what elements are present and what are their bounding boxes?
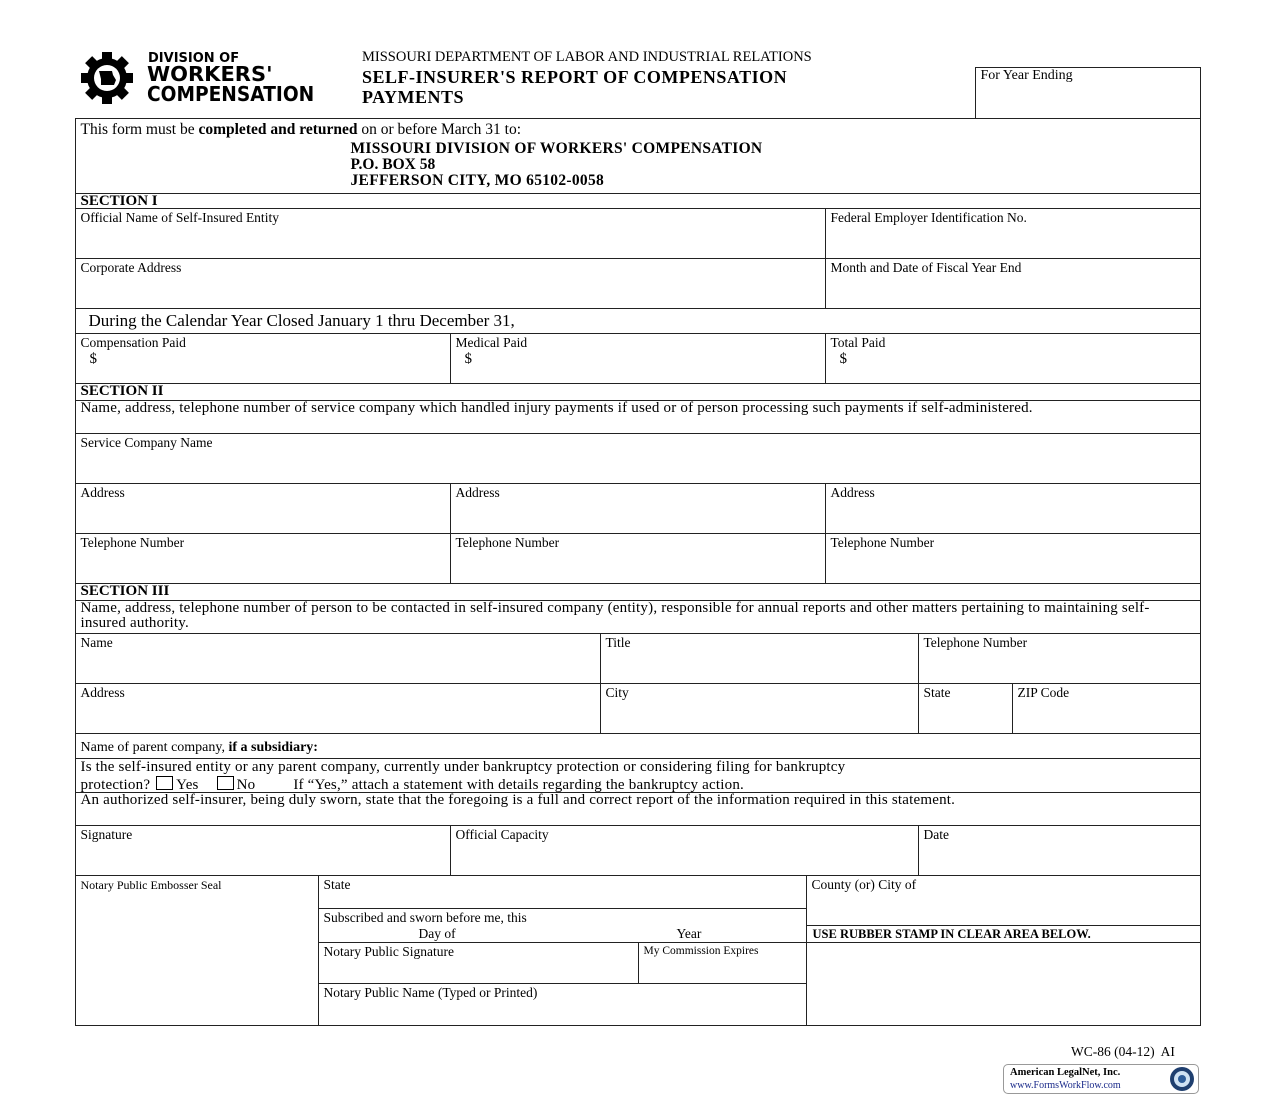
contact-state-field[interactable] xyxy=(918,683,1013,734)
section2-description-text: Name, address, telephone number of service company which handled injury payments if used or of person processing such payments if self-administered. xyxy=(80,399,1033,416)
section3-heading: SECTION III xyxy=(80,582,170,599)
bankruptcy-text: Is the self-insured entity or any parent company, currently under bankruptcy protection or considering filing for bankruptcy xyxy=(80,758,846,775)
logo-line2: WORKERS' xyxy=(147,62,273,86)
bankruptcy-options: protection? Yes No If “Yes,” attach a statement with details regarding the bankruptcy action. xyxy=(80,776,744,793)
fein-label: Federal Employer Identification No. xyxy=(830,209,1027,225)
city-label: City xyxy=(605,684,629,700)
total-paid-label: Total Paid xyxy=(830,334,886,350)
notary-name-label: Notary Public Name (Typed or Printed) xyxy=(323,984,538,1000)
form-title-line1: SELF-INSURER'S REPORT OF COMPENSATION xyxy=(362,67,788,87)
day-of-label: Day of xyxy=(418,925,456,941)
service-company-name-field[interactable] xyxy=(75,433,1201,484)
service-telephone-field-2[interactable] xyxy=(450,533,826,584)
notary-signature-field[interactable] xyxy=(318,942,639,984)
subscribed-label: Subscribed and sworn before me, this xyxy=(323,909,527,925)
zip-label: ZIP Code xyxy=(1017,684,1070,700)
subscribed-field[interactable] xyxy=(318,908,807,943)
sworn-statement xyxy=(75,792,1201,826)
notary-state-label: State xyxy=(323,876,351,892)
service-address-field-1[interactable] xyxy=(75,483,451,534)
notary-name-field[interactable] xyxy=(318,983,807,1026)
gear-missouri-icon xyxy=(74,52,140,104)
telephone-label: Telephone Number xyxy=(830,534,935,550)
parent-company-field[interactable] xyxy=(75,733,1201,759)
service-address-field-2[interactable] xyxy=(450,483,826,534)
instructions-text: This form must be completed and returned on or before March 31 to: xyxy=(80,120,522,138)
fiscal-year-end-field[interactable] xyxy=(825,258,1201,309)
parent-company-label: Name of parent company, if a subsidiary: xyxy=(80,739,318,755)
mailing-address-line2: P.O. BOX 58 xyxy=(350,155,436,173)
notary-signature-label: Notary Public Signature xyxy=(323,943,454,959)
corporate-address-label: Corporate Address xyxy=(80,259,182,275)
section3-header xyxy=(75,583,1201,601)
dollar-sign: $ xyxy=(464,350,472,367)
mailing-address-line1: MISSOURI DIVISION OF WORKERS' COMPENSATION xyxy=(350,139,763,157)
rubber-stamp-area xyxy=(806,942,1201,1026)
telephone-label: Telephone Number xyxy=(923,634,1028,650)
stamp-notice xyxy=(806,925,1201,943)
contact-city-field[interactable] xyxy=(600,683,919,734)
bankruptcy-question xyxy=(75,758,1201,793)
medical-paid-label: Medical Paid xyxy=(455,334,528,350)
medical-paid-field[interactable] xyxy=(450,333,826,384)
notary-state-field[interactable] xyxy=(318,875,807,909)
notary-seal-area xyxy=(75,875,319,1026)
logo-line1: DIVISION OF xyxy=(148,51,240,66)
commission-expires-field[interactable] xyxy=(638,942,807,984)
dollar-sign: $ xyxy=(89,350,97,367)
county-field[interactable] xyxy=(806,875,1201,926)
county-label: County (or) City of xyxy=(811,876,917,892)
title-label: Title xyxy=(605,634,631,650)
vendor-name: American LegalNet, Inc. xyxy=(1010,1067,1121,1078)
mailing-address-line3: JEFFERSON CITY, MO 65102-0058 xyxy=(350,171,605,189)
year-ending-label: For Year Ending xyxy=(980,67,1073,83)
name-label: Name xyxy=(80,634,113,650)
section1-heading: SECTION I xyxy=(80,192,158,209)
compensation-paid-label: Compensation Paid xyxy=(80,334,186,350)
contact-telephone-field[interactable] xyxy=(918,633,1201,684)
state-label: State xyxy=(923,684,951,700)
signature-label: Signature xyxy=(80,826,133,842)
sworn-text: An authorized self-insurer, being duly sworn, state that the foregoing is a full and correct report of the information required in this statement. xyxy=(80,791,956,808)
compensation-paid-field[interactable] xyxy=(75,333,451,384)
section1-header xyxy=(75,193,1201,209)
official-capacity-field[interactable] xyxy=(450,825,919,876)
fiscal-year-end-label: Month and Date of Fiscal Year End xyxy=(830,259,1022,275)
fein-field[interactable] xyxy=(825,208,1201,259)
contact-address-field[interactable] xyxy=(75,683,601,734)
section2-header xyxy=(75,383,1201,401)
section2-description xyxy=(75,400,1201,434)
year-ending-field[interactable] xyxy=(975,67,1201,119)
total-paid-field[interactable] xyxy=(825,333,1201,384)
service-address-field-3[interactable] xyxy=(825,483,1201,534)
date-label: Date xyxy=(923,826,949,842)
yes-label: Yes xyxy=(176,776,199,793)
official-name-field[interactable] xyxy=(75,208,826,259)
calendar-year-field[interactable] xyxy=(75,308,1201,334)
section3-description xyxy=(75,600,1201,634)
division-logo xyxy=(74,52,344,104)
stamp-notice-text: USE RUBBER STAMP IN CLEAR AREA BELOW. xyxy=(812,926,1091,941)
notary-seal-label: Notary Public Embosser Seal xyxy=(80,877,222,892)
globe-icon xyxy=(1168,1065,1196,1093)
vendor-url[interactable]: www.FormsWorkFlow.com xyxy=(1010,1080,1121,1091)
address-label: Address xyxy=(80,684,125,700)
telephone-label: Telephone Number xyxy=(80,534,185,550)
corporate-address-field[interactable] xyxy=(75,258,826,309)
commission-expires-label: My Commission Expires xyxy=(643,944,759,957)
section3-description-text: Name, address, telephone number of person to be contacted in self-insured company (entity), responsible for annual reports and other matters pertaining to maintaining self-insured authority. xyxy=(80,599,1150,631)
service-telephone-field-3[interactable] xyxy=(825,533,1201,584)
service-company-name-label: Service Company Name xyxy=(80,434,213,450)
address-label: Address xyxy=(80,484,125,500)
form-number: WC-86 (04-12) AI xyxy=(1071,1044,1175,1059)
section2-heading: SECTION II xyxy=(80,382,164,399)
signature-field[interactable] xyxy=(75,825,451,876)
official-capacity-label: Official Capacity xyxy=(455,826,549,842)
contact-name-field[interactable] xyxy=(75,633,601,684)
vendor-badge[interactable] xyxy=(1003,1064,1199,1094)
contact-zip-field[interactable] xyxy=(1012,683,1201,734)
address-label: Address xyxy=(455,484,500,500)
service-telephone-field-1[interactable] xyxy=(75,533,451,584)
logo-line3: COMPENSATION xyxy=(147,82,315,106)
telephone-label: Telephone Number xyxy=(455,534,560,550)
form-title-line2: PAYMENTS xyxy=(362,87,465,107)
date-field[interactable] xyxy=(918,825,1201,876)
calendar-year-label: During the Calendar Year Closed January 1 thru December 31, xyxy=(88,310,515,330)
yes-checkbox[interactable] xyxy=(156,776,173,790)
year-label: Year xyxy=(676,925,702,941)
contact-title-field[interactable] xyxy=(600,633,919,684)
department-name: MISSOURI DEPARTMENT OF LABOR AND INDUSTRIAL RELATIONS xyxy=(362,49,812,65)
official-name-label: Official Name of Self-Insured Entity xyxy=(80,209,279,225)
no-checkbox[interactable] xyxy=(217,776,234,790)
no-label: No xyxy=(236,776,256,793)
dollar-sign: $ xyxy=(839,350,847,367)
instructions-box xyxy=(75,118,1201,194)
address-label: Address xyxy=(830,484,875,500)
